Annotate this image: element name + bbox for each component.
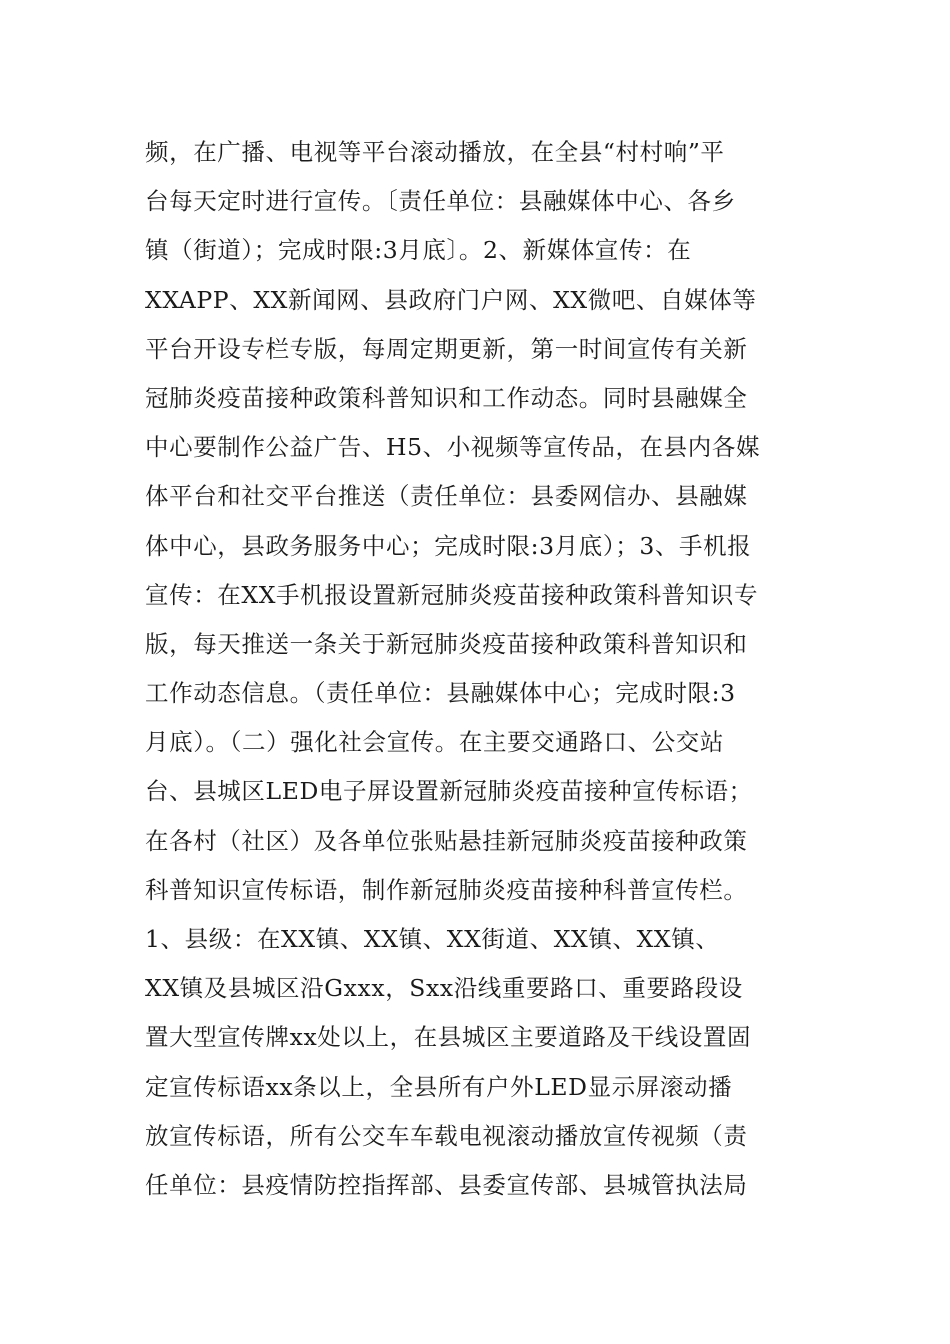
text-line-17: 1、县级：在XX镇、XX镇、XX街道、XX镇、XX镇、 (145, 925, 720, 953)
text-line-3: 镇（街道）；完成时限:3月底〕。2、新媒体宣传：在 (145, 236, 692, 265)
text-line-14: 台、县城区LED电子屏设置新冠肺炎疫苗接种宣传标语； (145, 777, 753, 806)
text-line-19: 置大型宣传牌xx处以上，在县城区主要道路及干线设置固 (145, 1023, 752, 1052)
text-line-4: XXAPP、XX新闻网、县政府门户网、XX微吧、自媒体等 (145, 285, 757, 314)
text-line-22: 任单位：县疫情防控指挥部、县委宣传部、县城管执法局 (145, 1170, 748, 1199)
body-text (145, 128, 815, 1210)
text-line-16: 科普知识宣传标语，制作新冠肺炎疫苗接种科普宣传栏。 (145, 875, 748, 904)
text-line-7: 中心要制作公益广告、H5、小视频等宣传品，在县内各媒 (145, 433, 761, 462)
text-line-5: 平台开设专栏专版，每周定期更新，第一时间宣传有关新 (145, 334, 748, 363)
text-line-18: XX镇及县城区沿Gxxx，Sxx沿线重要路口、重要路段设 (145, 974, 743, 1003)
text-line-20: 定宣传标语xx条以上，全县所有户外LED显示屏滚动播 (145, 1072, 733, 1101)
text-line-11: 版，每天推送一条关于新冠肺炎疫苗接种政策科普知识和 (145, 629, 748, 658)
text-line-15: 在各村（社区）及各单位张贴悬挂新冠肺炎疫苗接种政策 (145, 826, 748, 855)
text-line-12: 工作动态信息。（责任单位：县融媒体中心；完成时限:3 (145, 679, 736, 708)
text-line-9: 体中心，县政务服务中心；完成时限:3月底）；3、手机报 (145, 531, 752, 560)
text-line-2: 台每天定时进行宣传。〔责任单位：县融媒体中心、各乡 (145, 187, 736, 216)
text-line-21: 放宣传标语，所有公交车车载电视滚动播放宣传视频（责 (145, 1121, 748, 1150)
text-line-13: 月底）。（二）强化社会宣传。在主要交通路口、公交站 (145, 728, 724, 757)
text-line-1: 频，在广播、电视等平台滚动播放，在全县“村村响”平 (145, 138, 725, 166)
text-line-6: 冠肺炎疫苗接种政策科普知识和工作动态。同时县融媒全 (145, 383, 748, 412)
text-line-8: 体平台和社交平台推送（责任单位：县委网信办、县融媒 (145, 482, 748, 511)
text-line-10: 宣传：在XX手机报设置新冠肺炎疫苗接种政策科普知识专 (145, 580, 759, 609)
